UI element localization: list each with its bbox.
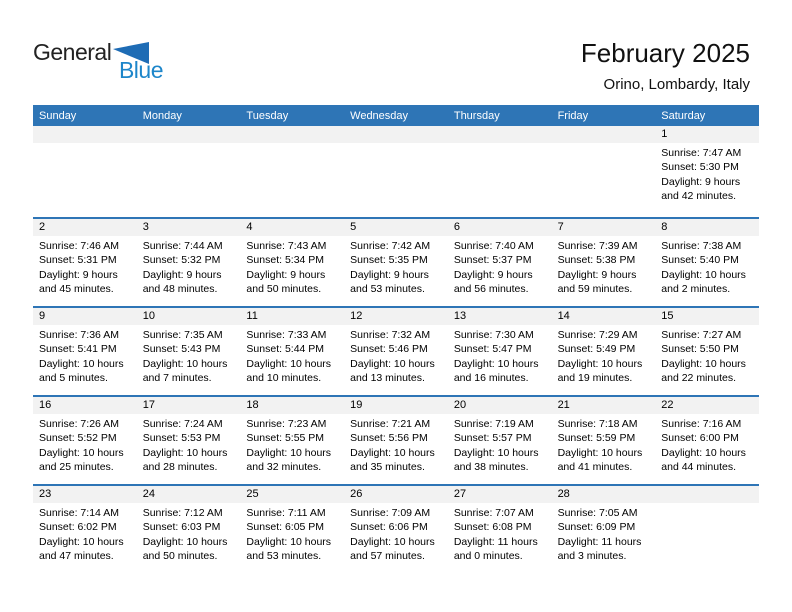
- sunrise-text: Sunrise: 7:24 AM: [142, 418, 223, 430]
- sunrise-text: Sunrise: 7:14 AM: [39, 507, 119, 519]
- day-number: [240, 126, 344, 143]
- day-info: [137, 414, 241, 475]
- daylight-text-line2: and 13 minutes.: [350, 372, 425, 385]
- day-number: 3: [137, 219, 241, 236]
- sunset-text: Sunset: 5:55 PM: [246, 432, 325, 445]
- weeks-container: [33, 126, 759, 573]
- day-info: [448, 325, 552, 386]
- daylight-text-line2: and 32 minutes.: [246, 461, 322, 474]
- sunrise-text: Sunrise: 7:42 AM: [350, 240, 431, 252]
- sunset-text: Sunset: 5:47 PM: [453, 343, 532, 356]
- daylight-text-line1: Daylight: 10 hours: [39, 357, 124, 370]
- sunset-text: Sunset: 5:44 PM: [246, 343, 325, 356]
- day-number: 11: [240, 308, 344, 325]
- day-number: 1: [655, 126, 759, 143]
- day-info: [655, 325, 759, 386]
- sunrise-text: Sunrise: 7:07 AM: [453, 507, 534, 519]
- sunrise-text: Sunrise: 7:46 AM: [39, 240, 119, 252]
- day-number: 10: [137, 308, 241, 325]
- day-cell: [448, 219, 552, 306]
- weekday-header-row: [33, 105, 759, 126]
- title-block: [581, 38, 750, 93]
- weekday-header-cell: Tuesday: [246, 109, 289, 122]
- sunrise-text: Sunrise: 7:44 AM: [142, 240, 223, 252]
- daylight-text-line2: and 53 minutes.: [350, 283, 425, 296]
- day-cell: [240, 486, 344, 573]
- sunrise-text: Sunrise: 7:36 AM: [39, 329, 119, 341]
- day-number: 12: [344, 308, 448, 325]
- daylight-text-line2: and 22 minutes.: [661, 372, 736, 385]
- sunset-text: Sunset: 6:03 PM: [142, 521, 221, 534]
- day-number: 22: [655, 397, 759, 414]
- daylight-text-line2: and 19 minutes.: [557, 372, 633, 385]
- day-number: 20: [448, 397, 552, 414]
- daylight-text-line2: and 38 minutes.: [453, 461, 529, 474]
- sunset-text: Sunset: 6:09 PM: [557, 521, 636, 534]
- sunset-text: Sunset: 5:59 PM: [557, 432, 636, 445]
- day-number: [655, 486, 759, 503]
- day-info: [552, 236, 656, 297]
- sunrise-text: Sunrise: 7:43 AM: [246, 240, 327, 252]
- day-cell: [655, 219, 759, 306]
- empty-day-cell: [240, 126, 344, 217]
- sunset-text: Sunset: 5:57 PM: [453, 432, 532, 445]
- day-cell: [552, 219, 656, 306]
- sunset-text: Sunset: 5:41 PM: [39, 343, 117, 356]
- sunrise-text: Sunrise: 7:12 AM: [142, 507, 223, 519]
- sunset-text: Sunset: 5:50 PM: [661, 343, 739, 356]
- day-cell: [137, 397, 241, 484]
- day-number: 8: [655, 219, 759, 236]
- week-row: [33, 126, 759, 217]
- sunrise-text: Sunrise: 7:29 AM: [557, 329, 638, 341]
- sunset-text: Sunset: 5:56 PM: [350, 432, 428, 445]
- daylight-text-line1: Daylight: 10 hours: [350, 535, 435, 548]
- daylight-text-line2: and 57 minutes.: [350, 550, 425, 563]
- daylight-text-line1: Daylight: 9 hours: [557, 268, 637, 281]
- daylight-text-line1: Daylight: 10 hours: [557, 446, 643, 459]
- daylight-text-line1: Daylight: 9 hours: [453, 268, 533, 281]
- day-cell: [552, 308, 656, 395]
- daylight-text-line1: Daylight: 10 hours: [246, 357, 332, 370]
- day-info: [655, 143, 759, 204]
- daylight-text-line1: Daylight: 9 hours: [350, 268, 429, 281]
- daylight-text-line1: Daylight: 9 hours: [246, 268, 326, 281]
- day-number: 24: [137, 486, 241, 503]
- week-row: [33, 484, 759, 573]
- daylight-text-line1: Daylight: 10 hours: [39, 535, 124, 548]
- day-info: [33, 414, 137, 475]
- week-row: [33, 306, 759, 395]
- daylight-text-line2: and 42 minutes.: [661, 190, 736, 203]
- sunrise-text: Sunrise: 7:33 AM: [246, 329, 327, 341]
- day-number: [448, 126, 552, 143]
- daylight-text-line2: and 3 minutes.: [557, 550, 627, 563]
- sunrise-text: Sunrise: 7:21 AM: [350, 418, 431, 430]
- day-cell: [344, 486, 448, 573]
- daylight-text-line1: Daylight: 9 hours: [142, 268, 222, 281]
- day-info: [344, 325, 448, 386]
- daylight-text-line1: Daylight: 10 hours: [142, 535, 228, 548]
- sunset-text: Sunset: 5:30 PM: [661, 161, 739, 174]
- sunrise-text: Sunrise: 7:09 AM: [350, 507, 431, 519]
- day-cell: [33, 308, 137, 395]
- day-info: [552, 503, 656, 564]
- sunset-text: Sunset: 5:32 PM: [142, 254, 221, 267]
- daylight-text-line1: Daylight: 10 hours: [39, 446, 124, 459]
- sunrise-text: Sunrise: 7:05 AM: [557, 507, 638, 519]
- day-number: 13: [448, 308, 552, 325]
- day-cell: [448, 397, 552, 484]
- empty-day-cell: [33, 126, 137, 217]
- daylight-text-line2: and 5 minutes.: [39, 372, 108, 385]
- sunset-text: Sunset: 5:52 PM: [39, 432, 117, 445]
- daylight-text-line2: and 2 minutes.: [661, 283, 731, 296]
- day-number: 25: [240, 486, 344, 503]
- day-number: 9: [33, 308, 137, 325]
- day-info: [448, 414, 552, 475]
- daylight-text-line2: and 7 minutes.: [142, 372, 212, 385]
- sunrise-text: Sunrise: 7:18 AM: [557, 418, 638, 430]
- daylight-text-line1: Daylight: 11 hours: [557, 535, 642, 548]
- logo-text-general: General: [33, 39, 112, 65]
- sunrise-text: Sunrise: 7:27 AM: [661, 329, 742, 341]
- day-info: [33, 503, 137, 564]
- day-info: [552, 414, 656, 475]
- daylight-text-line2: and 53 minutes.: [246, 550, 322, 563]
- logo-text-blue: Blue: [118, 57, 163, 83]
- weekday-header-cell: Monday: [142, 109, 182, 122]
- empty-day-cell: [137, 126, 241, 217]
- daylight-text-line1: Daylight: 10 hours: [661, 357, 746, 370]
- day-number: 6: [448, 219, 552, 236]
- weekday-header-cell: Friday: [557, 109, 589, 122]
- day-cell: [240, 308, 344, 395]
- day-number: 19: [344, 397, 448, 414]
- daylight-text-line2: and 50 minutes.: [142, 550, 218, 563]
- day-number: 4: [240, 219, 344, 236]
- sunset-text: Sunset: 5:43 PM: [142, 343, 221, 356]
- day-cell: [137, 486, 241, 573]
- empty-day-cell: [552, 126, 656, 217]
- sunrise-text: Sunrise: 7:11 AM: [246, 507, 326, 519]
- sunrise-text: Sunrise: 7:39 AM: [557, 240, 638, 252]
- day-info: [137, 325, 241, 386]
- sunset-text: Sunset: 6:00 PM: [661, 432, 739, 445]
- week-row: [33, 217, 759, 306]
- day-info: [137, 503, 241, 564]
- weekday-header-cell: Sunday: [39, 109, 77, 122]
- day-cell: [33, 397, 137, 484]
- weekday-header-cell: Wednesday: [350, 109, 409, 122]
- day-number: [344, 126, 448, 143]
- day-info: [344, 503, 448, 564]
- day-cell: [137, 219, 241, 306]
- sunrise-text: Sunrise: 7:38 AM: [661, 240, 742, 252]
- daylight-text-line2: and 41 minutes.: [557, 461, 633, 474]
- sunrise-text: Sunrise: 7:16 AM: [661, 418, 742, 430]
- weekday-header-cell: Thursday: [453, 109, 500, 122]
- daylight-text-line2: and 50 minutes.: [246, 283, 322, 296]
- daylight-text-line2: and 25 minutes.: [39, 461, 114, 474]
- day-cell: [344, 308, 448, 395]
- sunset-text: Sunset: 5:53 PM: [142, 432, 221, 445]
- day-number: [137, 126, 241, 143]
- daylight-text-line2: and 28 minutes.: [142, 461, 218, 474]
- day-cell: [552, 397, 656, 484]
- day-info: [240, 236, 344, 297]
- day-number: 18: [240, 397, 344, 414]
- sunrise-text: Sunrise: 7:32 AM: [350, 329, 431, 341]
- day-cell: [655, 308, 759, 395]
- daylight-text-line1: Daylight: 9 hours: [39, 268, 118, 281]
- day-info: [448, 236, 552, 297]
- day-info: [655, 236, 759, 297]
- daylight-text-line2: and 16 minutes.: [453, 372, 529, 385]
- day-number: 17: [137, 397, 241, 414]
- day-info: [33, 325, 137, 386]
- day-info: [344, 236, 448, 297]
- day-number: 2: [33, 219, 137, 236]
- day-number: 28: [552, 486, 656, 503]
- daylight-text-line2: and 59 minutes.: [557, 283, 633, 296]
- daylight-text-line2: and 10 minutes.: [246, 372, 322, 385]
- day-cell: [344, 397, 448, 484]
- empty-day-cell: [655, 486, 759, 573]
- day-info: [655, 414, 759, 475]
- day-number: 14: [552, 308, 656, 325]
- day-cell: [448, 308, 552, 395]
- sunrise-text: Sunrise: 7:35 AM: [142, 329, 223, 341]
- day-number: 16: [33, 397, 137, 414]
- day-cell: [240, 219, 344, 306]
- sunset-text: Sunset: 5:46 PM: [350, 343, 428, 356]
- day-number: 27: [448, 486, 552, 503]
- sunset-text: Sunset: 5:35 PM: [350, 254, 428, 267]
- sunset-text: Sunset: 6:02 PM: [39, 521, 117, 534]
- sunset-text: Sunset: 5:34 PM: [246, 254, 325, 267]
- day-cell: [344, 219, 448, 306]
- daylight-text-line1: Daylight: 10 hours: [142, 357, 228, 370]
- sunset-text: Sunset: 5:49 PM: [557, 343, 636, 356]
- day-cell: [240, 397, 344, 484]
- month-title: February 2025: [580, 38, 750, 68]
- sunset-text: Sunset: 5:31 PM: [39, 254, 117, 267]
- day-cell: [33, 219, 137, 306]
- daylight-text-line2: and 44 minutes.: [661, 461, 736, 474]
- daylight-text-line2: and 35 minutes.: [350, 461, 425, 474]
- day-info: [552, 325, 656, 386]
- daylight-text-line1: Daylight: 10 hours: [350, 446, 435, 459]
- day-info: [240, 503, 344, 564]
- day-number: 5: [344, 219, 448, 236]
- day-number: 15: [655, 308, 759, 325]
- location-subtitle: Orino, Lombardy, Italy: [603, 76, 750, 93]
- daylight-text-line1: Daylight: 10 hours: [350, 357, 435, 370]
- day-number: 23: [33, 486, 137, 503]
- general-blue-logo: [33, 40, 167, 84]
- daylight-text-line2: and 56 minutes.: [453, 283, 529, 296]
- sunset-text: Sunset: 5:40 PM: [661, 254, 739, 267]
- sunrise-text: Sunrise: 7:23 AM: [246, 418, 327, 430]
- day-info: [240, 325, 344, 386]
- daylight-text-line1: Daylight: 10 hours: [246, 535, 332, 548]
- day-number: 26: [344, 486, 448, 503]
- day-info: [137, 236, 241, 297]
- daylight-text-line1: Daylight: 10 hours: [453, 357, 539, 370]
- day-cell: [448, 486, 552, 573]
- daylight-text-line1: Daylight: 9 hours: [661, 175, 741, 188]
- daylight-text-line2: and 45 minutes.: [39, 283, 114, 296]
- sunset-text: Sunset: 5:38 PM: [557, 254, 636, 267]
- day-cell: [33, 486, 137, 573]
- weekday-header-cell: Saturday: [661, 109, 706, 122]
- day-number: [33, 126, 137, 143]
- daylight-text-line2: and 47 minutes.: [39, 550, 114, 563]
- day-cell: [137, 308, 241, 395]
- sunset-text: Sunset: 6:06 PM: [350, 521, 428, 534]
- day-cell: [655, 126, 759, 217]
- empty-day-cell: [344, 126, 448, 217]
- sunset-text: Sunset: 6:08 PM: [453, 521, 532, 534]
- daylight-text-line1: Daylight: 11 hours: [453, 535, 538, 548]
- day-number: 7: [552, 219, 656, 236]
- daylight-text-line1: Daylight: 10 hours: [557, 357, 643, 370]
- sunrise-text: Sunrise: 7:40 AM: [453, 240, 534, 252]
- daylight-text-line2: and 0 minutes.: [453, 550, 523, 563]
- month-calendar-grid: [33, 105, 759, 573]
- sunrise-text: Sunrise: 7:19 AM: [453, 418, 534, 430]
- day-number: [552, 126, 656, 143]
- empty-day-cell: [448, 126, 552, 217]
- daylight-text-line1: Daylight: 10 hours: [142, 446, 228, 459]
- daylight-text-line2: and 48 minutes.: [142, 283, 218, 296]
- day-info: [344, 414, 448, 475]
- day-info: [240, 414, 344, 475]
- daylight-text-line1: Daylight: 10 hours: [661, 446, 746, 459]
- sunset-text: Sunset: 5:37 PM: [453, 254, 532, 267]
- day-number: 21: [552, 397, 656, 414]
- week-row: [33, 395, 759, 484]
- daylight-text-line1: Daylight: 10 hours: [453, 446, 539, 459]
- sunrise-text: Sunrise: 7:26 AM: [39, 418, 119, 430]
- day-info: [448, 503, 552, 564]
- sunset-text: Sunset: 6:05 PM: [246, 521, 325, 534]
- day-cell: [552, 486, 656, 573]
- day-cell: [655, 397, 759, 484]
- daylight-text-line1: Daylight: 10 hours: [246, 446, 332, 459]
- day-info: [33, 236, 137, 297]
- daylight-text-line1: Daylight: 10 hours: [661, 268, 746, 281]
- sunrise-text: Sunrise: 7:30 AM: [453, 329, 534, 341]
- sunrise-text: Sunrise: 7:47 AM: [661, 147, 742, 159]
